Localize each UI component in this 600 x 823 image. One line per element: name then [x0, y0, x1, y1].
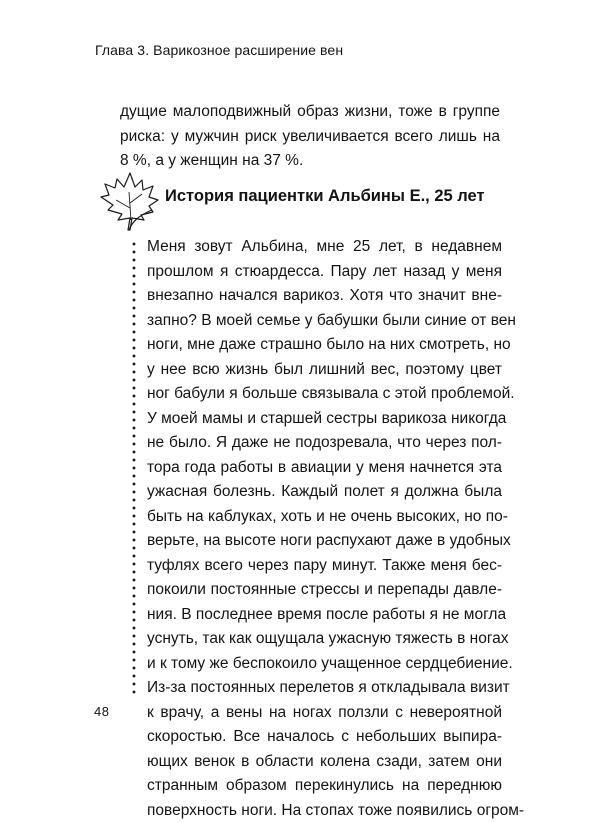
- text-line: верьте, на высоте ноги распухают даже в удобных: [147, 529, 502, 554]
- intro-paragraph: [120, 100, 500, 174]
- text-line: ног бабули я больше связывала с этой проблемой.: [147, 382, 502, 407]
- text-line: не было. Я даже не подозревала, что через пол-: [147, 431, 502, 456]
- dotted-margin-line: [132, 240, 136, 695]
- story-title: История пациентки Альбины Е., 25 лет: [165, 187, 485, 206]
- text-line: ющих венок в области колена сзади, затем они: [147, 750, 502, 775]
- text-line: поверхность ноги. На стопах тоже появились огром-: [147, 799, 502, 823]
- text-line: ния. В последнее время после работы я не могла: [147, 603, 502, 628]
- text-line: запно? В моей семье у бабушки были синие от вен: [147, 309, 502, 334]
- text-line: тора года работы в авиации у меня начнется эта: [147, 456, 502, 481]
- text-line: быть на каблуках, хоть и не очень высоких, но по-: [147, 505, 502, 530]
- text-line: У моей мамы и старшей сестры варикоза никогда: [147, 407, 502, 432]
- text-line: 8 %, а у женщин на 37 %.: [120, 149, 500, 174]
- text-line: уснуть, так как ощущала ужасную тяжесть в ногах: [147, 627, 502, 652]
- text-line: покоили постоянные стрессы и перепады давле-: [147, 578, 502, 603]
- text-line: скоростью. Все началось с небольших выпира-: [147, 725, 502, 750]
- text-line: прошлом я стюардесса. Пару лет назад у меня: [147, 260, 502, 285]
- text-line: ужасная болезнь. Каждый полет я должна была: [147, 480, 502, 505]
- text-line: дущие малоподвижный образ жизни, тоже в группе: [120, 100, 500, 125]
- chapter-running-title: Глава 3. Варикозное расширение вен: [95, 42, 343, 58]
- text-line: туфлях всего через пару минут. Также меня бес-: [147, 554, 502, 579]
- text-line: и к тому же беспокоило учащенное сердцебиение.: [147, 652, 502, 677]
- maple-leaf-icon: [94, 170, 164, 236]
- text-line: внезапно начался варикоз. Хотя что значит вне-: [147, 284, 502, 309]
- text-line: Меня зовут Альбина, мне 25 лет, в недавнем: [147, 235, 502, 260]
- text-line: странным образом перекинулись на переднюю: [147, 774, 502, 799]
- text-line: к врачу, а вены на ногах ползли с невероятной: [147, 701, 502, 726]
- text-line: риска: у мужчин риск увеличивается всего лишь на: [120, 125, 500, 150]
- text-line: Из-за постоянных перелетов я откладывала визит: [147, 676, 502, 701]
- text-line: у нее всю жизнь был лишний вес, поэтому цвет: [147, 358, 502, 383]
- text-line: ноги, мне даже страшно было на них смотреть, но: [147, 333, 502, 358]
- page-number: 48: [94, 704, 109, 719]
- story-paragraph: [147, 235, 502, 823]
